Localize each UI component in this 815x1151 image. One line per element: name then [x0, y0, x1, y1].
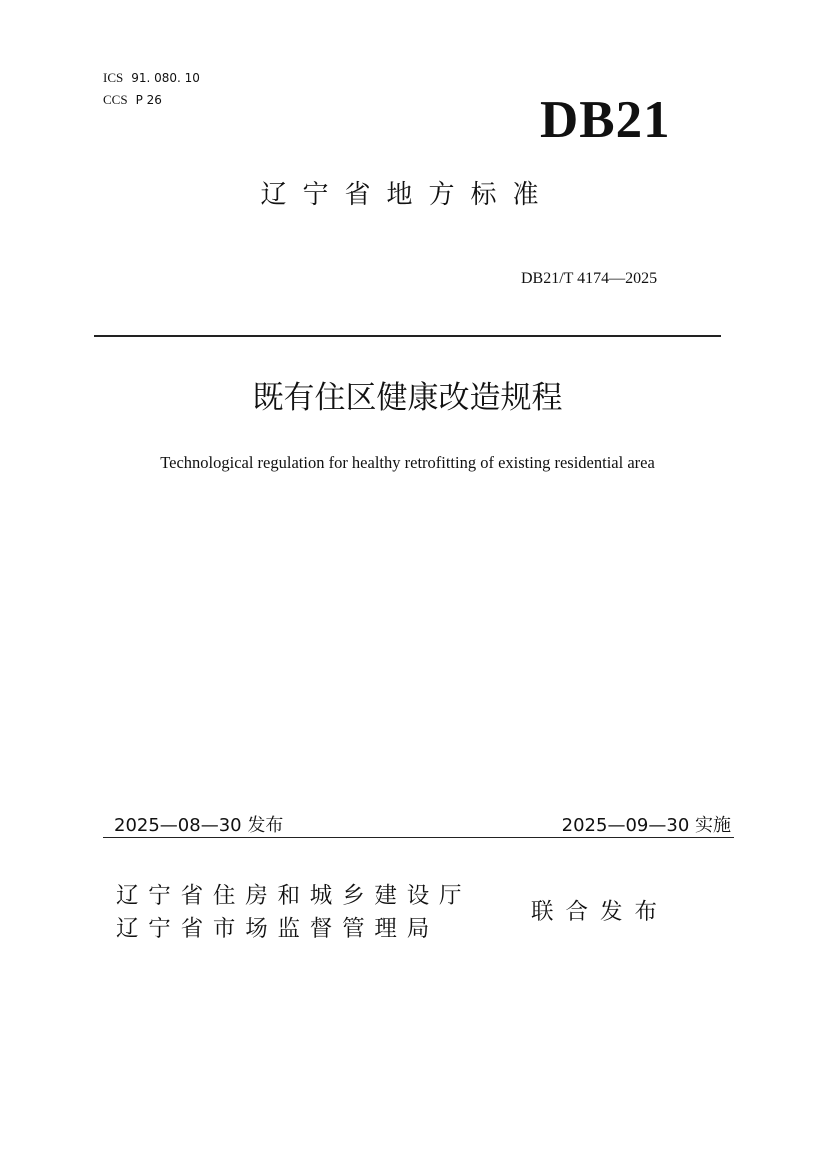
standard-type: 辽宁省地方标准	[260, 180, 555, 210]
standard-number: DB21/T 4174—2025	[521, 270, 658, 287]
ccs-code: P 26	[135, 93, 162, 107]
top-divider	[94, 335, 721, 337]
bottom-divider	[103, 837, 734, 838]
issuer-housing-department: 辽宁省住房和城乡建设厅	[116, 883, 472, 909]
doc-code: DB21	[540, 91, 671, 149]
ics-label: ICS	[103, 70, 124, 85]
issue-date: 2025—08—30 发布	[114, 815, 284, 836]
ccs-line	[103, 90, 162, 110]
ics-code: 91. 080. 10	[131, 71, 200, 85]
joint-release: 联合发布	[531, 899, 670, 925]
issuer-market-supervision-bureau: 辽宁省市场监督管理局	[116, 916, 440, 942]
title-zh: 既有住区健康改造规程	[252, 380, 563, 416]
effective-date: 2025—09—30 实施	[561, 815, 731, 836]
title-en: Technological regulation for healthy retrofitting of existing residential area	[160, 453, 655, 472]
ics-line	[103, 68, 200, 88]
ccs-label: CCS	[103, 92, 128, 107]
